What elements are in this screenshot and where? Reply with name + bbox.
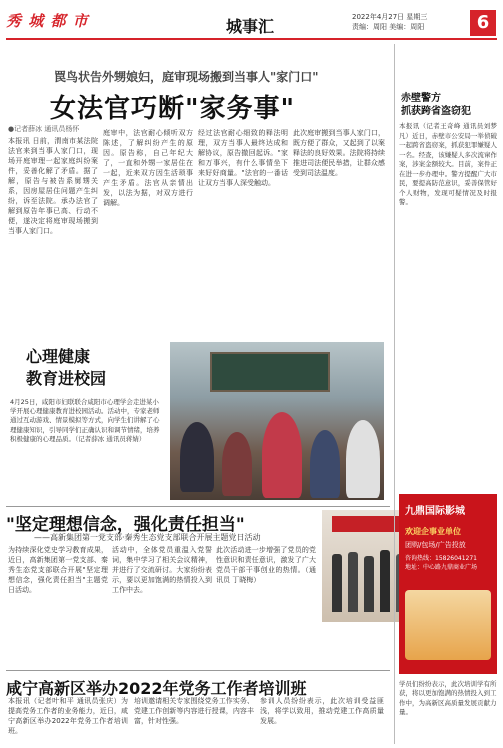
photo-feature-text: 4月25日，咸阳市妇联联合咸阳市心理学会走进某小学开展心理健康教育进校园活动。活动中，专家老师通过互动游戏、情景模拟等方式，向学生们讲解了心理健康知识，引导同学们正确认识和调节情绪，培养积极健康的心理品质。（记者薛冰 通讯员蒋婧）: [10, 398, 160, 443]
article2-headline: "坚定理想信念，强化责任担当": [6, 515, 245, 535]
article1-col1: 本报讯 日前，渭南市某法院法官来到当事人家门口，现场开庭审理一起家庭纠纷案件，妥善化解了矛盾。据了解，原告与被告系舅甥关系，因房屋居住问题产生纠纷，诉至法院。承办法官了解到原告年事已高、行动不便，遂决定将庭审现场搬到当事人家门口。: [8, 137, 98, 235]
student-figure: [346, 420, 380, 498]
person-figure: [364, 556, 374, 612]
right-headline-line1: 赤壁警方: [401, 93, 441, 104]
section-title: 城事汇: [226, 17, 275, 36]
editor-credits: 责编：周阳 美编：周阳: [352, 23, 425, 31]
article2-col2: 活动中，全体党员重温入党誓词，集中学习了相关会议精神，并进行了交流研讨。大家纷纷表示，要以更加饱满的热情投入到工作中去。: [112, 546, 212, 594]
section-divider: [6, 670, 390, 671]
person-figure: [332, 554, 342, 612]
right-article-body2: 学员们纷纷表示，此次培训学有所获，将以更加饱满的热情投入到工作中，为高新区高质量发展贡献力量。: [399, 680, 497, 716]
article2-col1: 为持续深化党史学习教育成果，近日，高新集团第一党支部、秦秀生态党支部联合开展"坚定理想信念，强化责任担当"主题党日活动。: [8, 546, 108, 594]
article1-headline: 女法官巧断"家务事": [50, 94, 296, 124]
section-divider: [6, 506, 390, 507]
ad-logo: 九鼎国际影城: [405, 506, 465, 517]
article1-byline: ●记者薛冰 通讯员杨怀: [8, 125, 80, 133]
ad-headline: 欢迎企事业单位: [405, 527, 461, 536]
right-article-body: 本报讯（记者王奇峰 通讯员刘梦凡）近日，赤壁市公安局一举侦破一起跨省盗窃案，抓获犯罪嫌疑人一名。经查，该嫌疑人多次流窜作案，涉案金额较大。目前，案件正在进一步办理中。警方提醒广大市民，要提高防范意识，妥善保管好个人财物，发现可疑情况及时报警。: [399, 122, 497, 206]
photo-title-line1: 心理健康: [26, 347, 91, 366]
ad-subline: 团购/包场/广告投放: [405, 541, 466, 549]
photo-feature-title: [26, 346, 106, 390]
photo-title-line2: 教育进校园: [26, 369, 107, 388]
article1-col3: 经过法官耐心细致的释法明理，双方当事人最终达成和解协议，原告撤回起诉。"家和万事兴，有什么事情坐下来好好商量。"法官的一番话让双方当事人深受触动。: [198, 129, 288, 187]
column-divider: [394, 44, 395, 744]
blackboard: [210, 352, 330, 392]
page-header: [0, 0, 503, 44]
ad-image: [405, 590, 491, 660]
dateline: [352, 12, 427, 32]
person-figure: [380, 550, 390, 612]
student-figure: [222, 432, 252, 496]
classroom-photo: [170, 342, 384, 500]
student-figure: [262, 412, 302, 498]
article2-col3: 此次活动进一步增强了党员的党性意识和责任意识，激发了广大党员干部干事创业的热情。（通讯员 丁晓梅）: [216, 546, 316, 584]
student-figure: [310, 430, 340, 498]
article2-subheadline: ——高新集团第一党支部·秦秀生态党支部联合开展主题党日活动: [34, 533, 261, 542]
article3-col1: 本报讯（记者叶和平 通讯员张庆）为提高党务工作者的业务能力，近日，咸宁高新区举办2022年党务工作者培训班。: [8, 697, 128, 735]
photo-feature: [6, 342, 384, 502]
article1-col4: 此次庭审搬到当事人家门口，既方便了群众，又起到了以案释法的良好效果。法院将持续推进司法便民举措，让群众感受到司法温度。: [293, 129, 385, 177]
header-rule: [6, 38, 497, 40]
cinema-advertisement: [399, 494, 497, 674]
issue-date: 2022年4月27日 星期三: [352, 13, 428, 21]
student-figure: [180, 422, 214, 492]
article1-col2: 庭审中，法官耐心倾听双方陈述，了解纠纷产生的原因。原告称，自己年纪大了，一直和外甥一家居住在一起，近来双方因生活琐事产生矛盾。法官从亲情出发，以法为据，对双方进行调解。: [103, 129, 193, 207]
newspaper-brand: 秀 城 都 市: [6, 12, 89, 30]
person-figure: [348, 552, 358, 612]
article3-col3: 参训人员纷纷表示，此次培训受益匪浅，将学以致用，推动党建工作高质量发展。: [260, 697, 384, 725]
article3-col2: 培训邀请相关专家围绕党务工作实务、党建工作创新等内容进行授课，内容丰富，针对性强。: [134, 697, 254, 725]
page-number: 6: [470, 10, 496, 36]
article3-headline: 咸宁高新区举办2022年党务工作者培训班: [6, 679, 307, 698]
article1-kicker: 罠鸟状告外甥娘妇，庭审现场搬到当事人"家门口": [54, 70, 319, 84]
ad-contact: 咨询热线：15826041271 地址：中心路九鼎商业广场: [405, 555, 478, 571]
right-headline: [401, 92, 471, 118]
right-headline-line2: 抓获跨省盗窃犯: [401, 106, 471, 117]
